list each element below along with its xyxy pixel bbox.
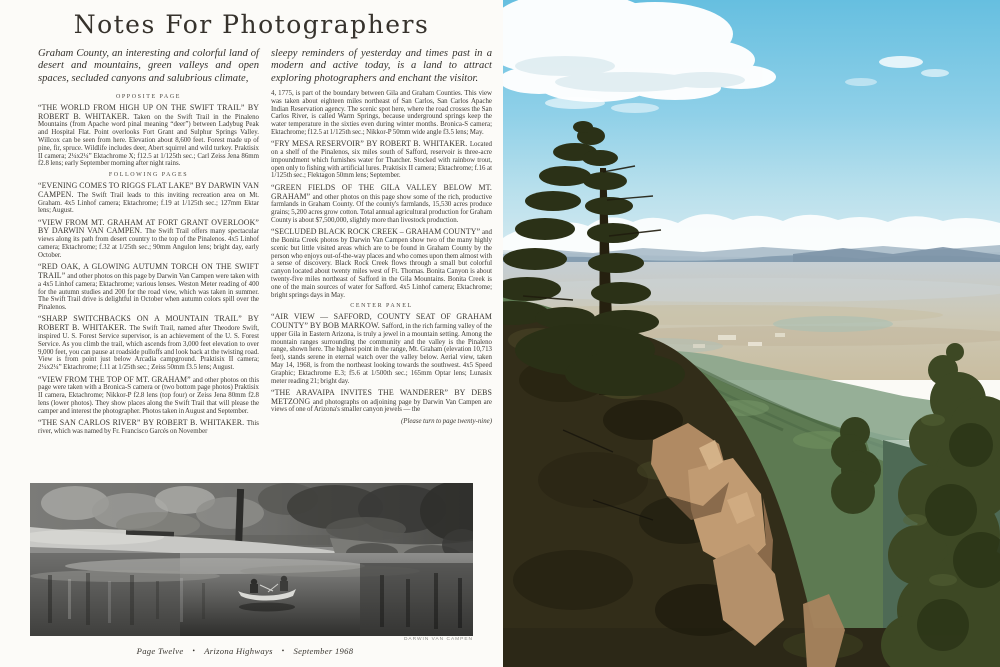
photo-note-body: and other photos on this page by Darwin Van Campen were taken with a 4x5 Linhof camera; Ektachrome; various lenses. Weston Meter reading of 400 for the autumn studies and 200 for the road view, which was taken in summer. The Swift Trail drive is delightful in October when autumn colors spill over the Pinalenos. <box>38 272 259 312</box>
photographer-credit: DARWIN VAN CAMPEN <box>403 637 473 642</box>
photo-note-body: and other photos on this page were taken with a Bronica-S camera or (two bottom page photos) Praktisix II camera, Ektachrome; Nikkor-P f2.8 lens (top four) or Zeiss Jena 80mm f2.8 lens (lower photos). They show places along the Swift Trail that will please the camper and interest the photographer. Photos taken in August and September. <box>38 376 260 415</box>
photo-note-title: “VIEW FROM MT. GRAHAM AT FORT GRANT OVERLOOK” BY DARWIN VAN CAMPEN. <box>38 217 259 236</box>
photo-note <box>38 263 259 312</box>
photo-note-title: “FRY MESA RESERVOIR” BY ROBERT B. WHITAKER. <box>271 139 468 149</box>
photo-note-body: and other photos on this page show some of the rich, productive farmlands in Graham County. Of the county's farmlands, 15,530 acres produce grains; 5,200 acres grow cotton. Total annual agricultural production for Graham County is about $7,500,000, slightly more than livestock production. <box>271 193 492 224</box>
photo-note-title: “RED OAK, A GLOWING AUTUMN TORCH ON THE SWIFT TRAIL” <box>38 262 259 280</box>
photo-note-body: Safford, in the rich farming valley of the upper Gila in Eastern Arizona, is truly a jewel in a mountain setting. Among the mountain ranges surrounding the community and the valley is the Pinaleno range, shown here. The highest point in the range, Mt. Graham (elevation 10,713 feet), stands serene in eternal watch over the valley below. Aerial view, taken May 14, 1968, is from the northeast looking towards the southwest. 4x5 Speed Graphic; Ektachrome E.3; f5.6 at 1/500th sec.; 165mm Optar lens; Lunasix meter reading 21; bright day. <box>271 323 492 385</box>
page-title: Notes For Photographers <box>73 10 430 39</box>
photo-note <box>271 184 492 225</box>
lake-canoe-photo <box>30 483 473 636</box>
photo-note <box>271 140 492 180</box>
notes-column-left <box>38 90 259 482</box>
footer-issue-date: September 1968 <box>293 646 354 656</box>
photo-note-title: “THE WORLD FROM HIGH UP ON THE SWIFT TRAIL” BY ROBERT B. WHITAKER. <box>38 102 259 121</box>
photo-note-title: “THE ARAVAIPA INVITES THE WANDERER” BY DEBS METZONG <box>271 387 492 406</box>
page-footer <box>35 646 455 656</box>
footer-magazine-name: Arizona Highways <box>204 646 273 656</box>
photo-note-title: “THE SAN CARLOS RIVER” BY ROBERT B. WHITAKER. <box>38 417 245 427</box>
photo-note <box>271 228 492 299</box>
photo-note <box>271 313 492 385</box>
section-label: CENTER PANEL <box>350 303 413 310</box>
photo-note <box>271 90 492 137</box>
photo-note-body: and the Bonita Creek photos by Darwin Van Campen show two of the many highly scenic but little visited areas which are to be found in Graham County by the person who enjoys out-of-the-way places and who comes upon them almost with a sense of discovery. Black Rock Creek flows through a small but colorful canyon located about twenty miles west of Ft. Thomas. Bonita Canyon is about twenty-five miles northeast of Safford in the Gila Mountains. Bonita Creek is one of the main sources of water for Safford. 4x5 Linhof camera; Ektachrome; bright springs days in May. <box>271 229 492 299</box>
photo-note <box>38 376 259 416</box>
section-label: FOLLOWING PAGES <box>108 172 189 179</box>
photo-note-body: 4, 1775, is part of the boundary between Gila and Graham Counties. This view was taken about eighteen miles northeast of San Carlos, San Carlos Apache Indian Reservation agency. The scenic spot here, where the road crosses the San Carlos River, is called Warm Springs, because underground springs keep the water temperature in the sixties even during winter months. Bronica-S camera; Ektachrome; f12.5 at 1/125th sec.; Nikkor-P 50mm wide angle f3.5 lens; May. <box>271 90 492 136</box>
section-label: OPPOSITE PAGE <box>115 94 182 100</box>
photo-note-body: The Swift Trail leads to this inviting recreation area on Mt. Graham. 4x5 Linhof camera; Ektachrome; f.19 at 1/125th sec.; 127mm Ektar lens; August. <box>38 191 259 215</box>
photo-note-title: “VIEW FROM THE TOP OF MT. GRAHAM” <box>38 374 191 384</box>
photo-notes-columns <box>38 90 492 482</box>
photo-note-title: “GREEN FIELDS OF THE GILA VALLEY BELOW MT. GRAHAM” <box>271 182 492 201</box>
footer-separator: • <box>281 647 285 655</box>
intro-right-column: sleepy reminders of yesterday and times past in a modern and active today, is a land to attract exploring photographers and enchant the visitor. <box>271 48 492 84</box>
photo-note-title: “EVENING COMES TO RIGGS FLAT LAKE” BY DARWIN VAN CAMPEN. <box>38 180 259 199</box>
footer-separator: • <box>192 647 196 655</box>
photo-note-title: “AIR VIEW — SAFFORD, COUNTY SEAT OF GRAHAM COUNTY” BY BOB MARKOW. <box>271 312 492 331</box>
notes-column-right <box>271 90 492 482</box>
intro-text <box>38 48 492 85</box>
intro-left-column: Graham County, an interesting and colorful land of desert and mountains, green valleys and open spaces, secluded canyons and salubrious climate, <box>38 48 259 84</box>
photo-note-body: The Swift Trail offers many spectacular views along its path from desert country to the top of the Pinalenos. 4x5 Linhof camera; Ektachrome; f.32 at 1/25th sec.; 90mm Angulon lens; bright day, early October. <box>38 228 259 259</box>
photo-note-body: This river, which was named by Fr. Francisco Garcés on November <box>38 419 259 435</box>
mountain-photo-art <box>503 0 1000 667</box>
photo-note-body: Located on a shelf of the Pinalenos, six miles south of Safford, reservoir is three-acre impoundment which furnishes water for Thatcher. Stocked with rainbow trout, open only to fishing with artificial lures. Praktisix II camera; Ektachrome; f.16 at 1/125th sec.; Flektagon 50mm lens; September. <box>271 141 492 180</box>
continuation-note: (Please turn to page twenty-nine) <box>400 417 492 425</box>
photo-note <box>271 389 492 414</box>
mountain-valley-photo <box>503 0 1000 667</box>
photo-note <box>38 315 259 372</box>
photo-note-title: “SHARP SWITCHBACKS ON A MOUNTAIN TRAIL” BY ROBERT B. WHITAKER. <box>38 314 259 333</box>
photo-note-body: Taken on the Swift Trail in the Pinaleno Mountains (from Apache word pinal meaning “deer”) between Ladybug Peak and Hospital Flat. Point overlooks Fort Grant and Sulphur Springs Valley. Willcox can be seen from here. Elevation about 8,600 feet. Forest made up of pine, fir, spruce. Wildlife includes deer, Abert squirrel and wild turkey. Praktisix II camera; 2¼x2¼” Ektachrome X; f12.5 at 1/125th sec.; Carl Zeiss Jena 86mm f2.8 lens; early September morning after night rains. <box>38 113 259 168</box>
photo-note <box>38 419 259 436</box>
lake-photo-art <box>30 483 473 636</box>
photo-note <box>38 182 259 215</box>
photo-note <box>38 219 259 260</box>
photo-note-body: The Swift Trail, named after Theodore Swift, inspired U. S. Forest Service supervisor, is an achievement of the U. S. Forest Service. As you climb the trail, which ascends from 3,000 feet elevation to over 9,000 feet, you can pause at roadside pulloffs and look back at the twisting road. View is from point just below Arcadia campground. Praktisix II camera; 2¼x2¼” Ektachrome; f.11 at 1/25th sec.; Zeiss 50mm f3.5 lens; August. <box>38 325 259 372</box>
photo-note-title: “SECLUDED BLACK ROCK CREEK – GRAHAM COUNTY” <box>271 227 481 237</box>
photo-note-body: and photographs on adjoining page by Darwin Van Campen are views of one of Arizona's smaller canyon jewels — the <box>271 398 492 414</box>
footer-page-number: Page Twelve <box>136 646 184 656</box>
photo-note <box>38 104 259 168</box>
